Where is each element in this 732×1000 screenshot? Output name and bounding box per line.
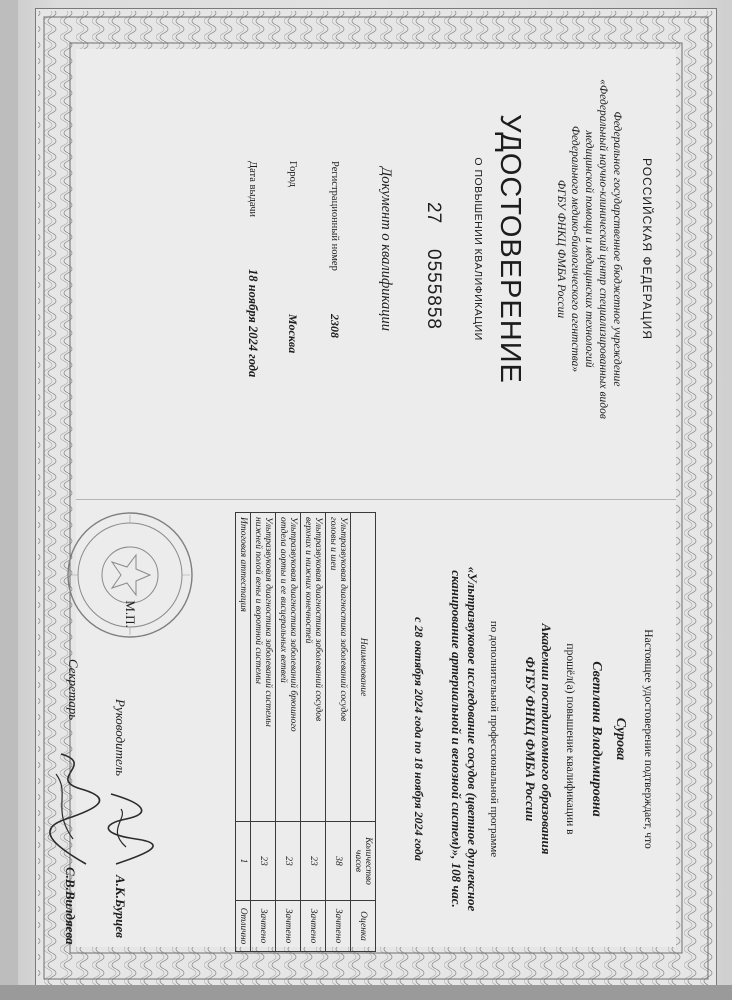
- table-row: [326, 513, 351, 952]
- discipline-name-line: Ультразвуковая диагностика заболеваний системы: [263, 517, 273, 727]
- head-signature: [96, 789, 156, 869]
- discipline-name-line: нижней полой вены и воротной системы: [253, 517, 263, 684]
- table-row: [251, 513, 276, 952]
- program-line: сканирование артериальной и венозной систем)», 108 час.: [449, 570, 464, 908]
- academy-line: Академии постдипломного образования: [539, 623, 554, 855]
- discipline-name-line: Ультразвуковая диагностика заболеваний сосудов: [313, 517, 323, 722]
- certificate-subtitle: О ПОВЫШЕНИИ КВАЛИФИКАЦИИ: [472, 157, 484, 341]
- issuer-line: Федерального медико-биологического агентства»: [569, 125, 581, 373]
- page-fold: [76, 499, 676, 500]
- discipline-name-line: Ультразвуковая диагностика заболеваний брюшного: [288, 517, 298, 732]
- discipline-hours: 1: [236, 822, 251, 901]
- discipline-name: [251, 513, 276, 822]
- city-value: Москва: [286, 314, 300, 354]
- discipline-name: [326, 513, 351, 822]
- reg-number-value: 2308: [328, 314, 342, 338]
- city-label: Город: [287, 161, 298, 187]
- discipline-name: [276, 513, 301, 822]
- discipline-grade: Отлично: [236, 901, 251, 952]
- discipline-name-line: верхних и нижних конечностей: [303, 517, 313, 644]
- program-period: с 28 октября 2024 года по 18 ноября 2024 года: [412, 617, 426, 861]
- program-line: «Ультразвуковое исследование сосудов (цветное дуплексное: [465, 566, 480, 912]
- discipline-hours: 23: [301, 822, 326, 901]
- certificate-title: УДОСТОВЕРЕНИЕ: [494, 114, 526, 384]
- issuer-block: [554, 79, 624, 419]
- holder-name: Светлана Владимировна: [589, 661, 604, 817]
- document-type: Документ о квалификации: [378, 167, 394, 331]
- column-header-grade: Оценка: [351, 901, 376, 952]
- certificate-frame: [35, 8, 717, 988]
- issue-date-value: 18 ноября 2024 года: [246, 269, 260, 378]
- secretary-name: С.В.Вилдяева: [63, 867, 78, 945]
- table-row: [276, 513, 301, 952]
- table-row: [236, 513, 251, 952]
- discipline-name-line: Итоговая аттестация: [238, 517, 248, 612]
- country-heading: РОССИЙСКАЯ ФЕДЕРАЦИЯ: [640, 158, 654, 340]
- table-row: [301, 513, 326, 952]
- issuer-line: «Федеральный научно-клинический центр специализированных видов: [597, 79, 609, 419]
- reg-number-label: Регистрационный номер: [329, 161, 340, 271]
- certificate-number: 0555858: [423, 249, 444, 330]
- seal-place-mark: М.П.: [123, 600, 138, 628]
- head-label: Руководитель: [113, 699, 128, 777]
- discipline-hours: 38: [326, 822, 351, 901]
- discipline-grade: Зачтено: [251, 901, 276, 952]
- discipline-name: [236, 513, 251, 822]
- discipline-name-line: головы и шеи: [328, 517, 338, 571]
- confirm-text: Настоящее удостоверение подтверждает, что: [642, 629, 654, 849]
- secretary-signature: [41, 749, 101, 869]
- table-header-row: [351, 513, 376, 952]
- issue-date-label: Дата выдачи: [247, 161, 258, 218]
- background-edge: [0, 985, 732, 1000]
- holder-surname: Сурова: [613, 717, 628, 761]
- discipline-grade: Зачтено: [301, 901, 326, 952]
- passed-text: прошёл(а) повышение квалификации в: [564, 643, 576, 835]
- academy-line: ФГБУ ФНКЦ ФМБА России: [523, 656, 538, 822]
- certificate-series: 27: [423, 202, 444, 224]
- secretary-label: Секретарь: [66, 659, 81, 721]
- issuer-line: медицинской помощи и медицинских технологий: [583, 130, 595, 368]
- issuer-line: ФГБУ ФНКЦ ФМБА России: [555, 179, 567, 319]
- discipline-grade: Зачтено: [326, 901, 351, 952]
- issuer-line: Федеральное государственное бюджетное учреждение: [611, 111, 623, 387]
- disciplines-table: [235, 512, 376, 952]
- discipline-hours: 23: [251, 822, 276, 901]
- discipline-grade: Зачтено: [276, 901, 301, 952]
- program-intro: по дополнительной профессиональной программе: [488, 620, 500, 858]
- column-header-hours: Количество часов: [351, 822, 376, 901]
- discipline-name-line: Ультразвуковая диагностика заболеваний сосудов: [338, 517, 348, 722]
- discipline-name-line: отдела аорты и ее висцеральных ветвей: [278, 517, 288, 683]
- discipline-hours: 23: [276, 822, 301, 901]
- program-title: [448, 567, 480, 912]
- head-name: А.К.Бурцев: [113, 875, 128, 938]
- column-header-name: Наименование: [351, 513, 376, 822]
- discipline-name: [301, 513, 326, 822]
- academy-name: [522, 624, 554, 855]
